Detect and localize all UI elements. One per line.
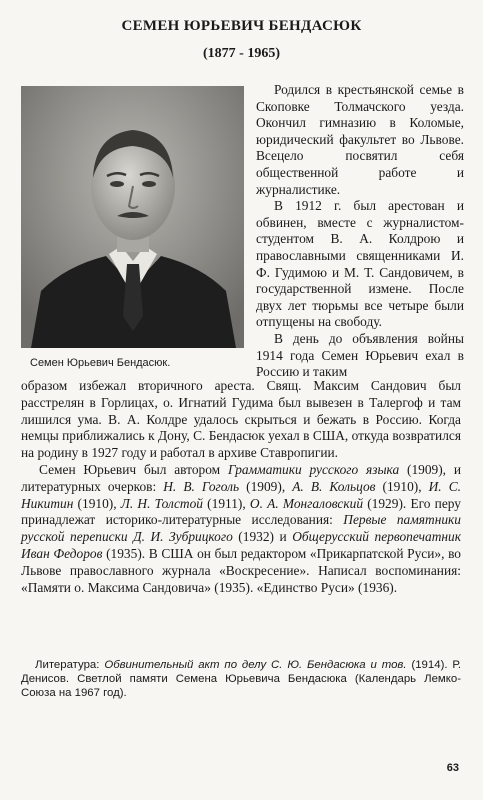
full-width-text (21, 378, 461, 596)
works-text: (1932) и (232, 529, 293, 545)
page-number: 63 (446, 762, 459, 774)
portrait-photo (21, 86, 244, 348)
works-text: (1910), (73, 495, 121, 511)
work-title: Общерусский первопечатник Иван Федоров (21, 529, 461, 561)
work-title: Н. В. Гоголь (163, 478, 240, 494)
work-title: И. С. Никитин (21, 478, 461, 511)
paragraph-war-continued: образом избежал вторичного ареста. Свящ. Максим Сандович был расстрелян в Горлицах, о. Игнатий Гудима был вывезен в Талергоф и там лишился ума. В. А. Колдре удалось скрыться и бежать в Россию. Когда немцы приближались к Дону, С. Бендасюк уехал в США, откуда возвратился на родину в 1927 году и работал в архиве Ставропигии. (21, 378, 461, 461)
work-title: Л. Н. Толстой (120, 495, 203, 511)
works-text: Семен Юрьевич был автором (39, 461, 228, 477)
paragraph-war-start: В день до объявления войны 1914 года Семен Юрьевич ехал в Россию и таким (256, 330, 464, 380)
paragraph-birth: Родился в крестьянской семье в Скоповке Толмачского уезда. Окончил гимназию в Коломые, юридический факультет во Львове. Всецело посвятил себя общественной работе и журналистике. (256, 82, 464, 197)
literature-title: Обвинительный акт по делу С. Ю. Бендасюка и тов. (104, 659, 407, 671)
works-text: (1911), (202, 495, 250, 511)
work-title: Первые памятники русской переписки Д. И. Зубрицкого (21, 512, 461, 545)
literature-label: Литература: (35, 659, 105, 671)
paragraph-works (21, 462, 461, 596)
literature-rest: (1914). Р. Денисов. Светлой памяти Семена Юрьевича Бендасюка (Календарь Лемко-Союза на 1967 год). (21, 659, 462, 700)
portrait-illustration (21, 86, 244, 348)
work-title: А. В. Кольцов (292, 478, 376, 494)
photo-caption: Семен Юрьевич Бендасюк. (30, 357, 171, 369)
works-text: (1909), (239, 478, 293, 494)
works-text: (1935). В США он был редактором «Прикарпатской Руси», во Львове православного журнала «Воскресение». Написал воспоминания: «Памяти о. Максима Сандовича» (1935). «Единство Руси» (1936). (21, 545, 461, 595)
right-text-column (256, 82, 464, 381)
work-title: О. А. Монгаловский (249, 495, 364, 511)
work-title: Грамматики русского языка (227, 461, 400, 477)
literature-note (21, 658, 461, 701)
life-years: (1877 - 1965) (203, 46, 280, 61)
works-text: (1929). Его перу принадлежат историко-литературные исследования: (21, 495, 462, 528)
paragraph-arrest: В 1912 г. был арестован и обвинен, вместе с журналистом-студентом В. А. Колдрою и православными священниками И. Ф. Гудимою и М. Т. Сандовичем, в государственной измене. После двух лет тюрьмы все четыре были отпущены на свободу. (256, 198, 464, 330)
page-title: СЕМЕН ЮРЬЕВИЧ БЕНДАСЮК (121, 18, 362, 34)
works-text: (1910), (375, 478, 429, 494)
works-text: (1909), и литературных очерков: (21, 461, 461, 494)
